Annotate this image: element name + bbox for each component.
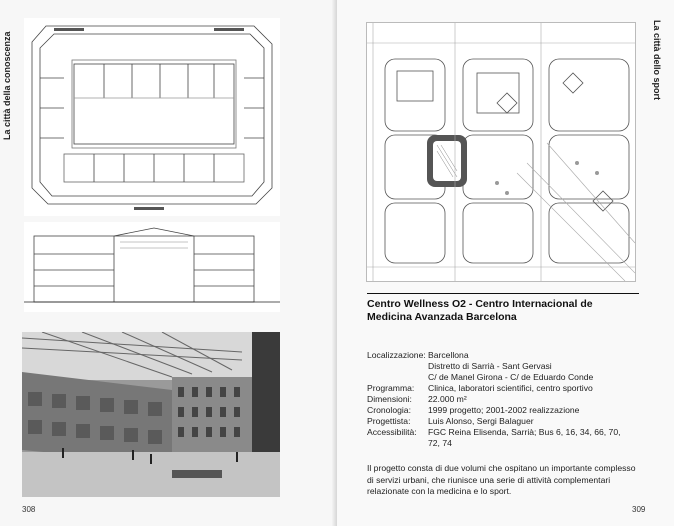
info-row	[367, 350, 639, 383]
info-value: Luis Alonso, Sergi Balaguer	[428, 416, 534, 426]
right-page-number: 309	[632, 505, 646, 514]
info-value: Clinica, laboratori scientifici, centro sportivo	[428, 383, 593, 393]
info-row	[367, 383, 639, 394]
info-row	[367, 416, 639, 427]
info-label: Cronologia:	[367, 405, 411, 415]
floor-plan-drawing	[24, 18, 280, 216]
right-side-title: La città dello sport	[652, 20, 662, 101]
building-section-drawing	[24, 222, 280, 312]
info-value: 1999 progetto; 2001-2002 realizzazione	[428, 405, 580, 415]
title-rule	[367, 293, 639, 294]
info-row	[367, 427, 639, 449]
project-info-table	[367, 350, 639, 449]
info-row	[367, 394, 639, 405]
info-value: FGC Reina Elisenda, Sarrià; Bus 6, 16, 34, 66, 70, 72, 74	[428, 427, 621, 448]
info-row	[367, 405, 639, 416]
info-label: Programma:	[367, 383, 415, 393]
site-map-drawing	[366, 22, 636, 282]
info-label: Localizzazione:	[367, 350, 426, 360]
info-label: Progettista:	[367, 416, 411, 426]
info-value: Barcellona Distretto di Sarrià - Sant Gervasi C/ de Manel Girona - C/ de Eduardo Conde	[428, 350, 594, 382]
info-label: Dimensioni:	[367, 394, 412, 404]
info-label: Accessibilità:	[367, 427, 417, 437]
interior-courtyard-photo	[22, 332, 280, 497]
info-value: 22.000 m²	[428, 394, 467, 404]
left-side-title: La città della conoscenza	[2, 31, 12, 140]
project-title: Centro Wellness O2 - Centro Internacional de Medicina Avanzada Barcelona	[367, 298, 593, 323]
project-description: Il progetto consta di due volumi che ospitano un importante complesso di servizi urbani, che riunisce una serie di attività complementari relazionate con la medicina e lo sport.	[367, 463, 636, 496]
left-page-number: 308	[22, 505, 36, 514]
